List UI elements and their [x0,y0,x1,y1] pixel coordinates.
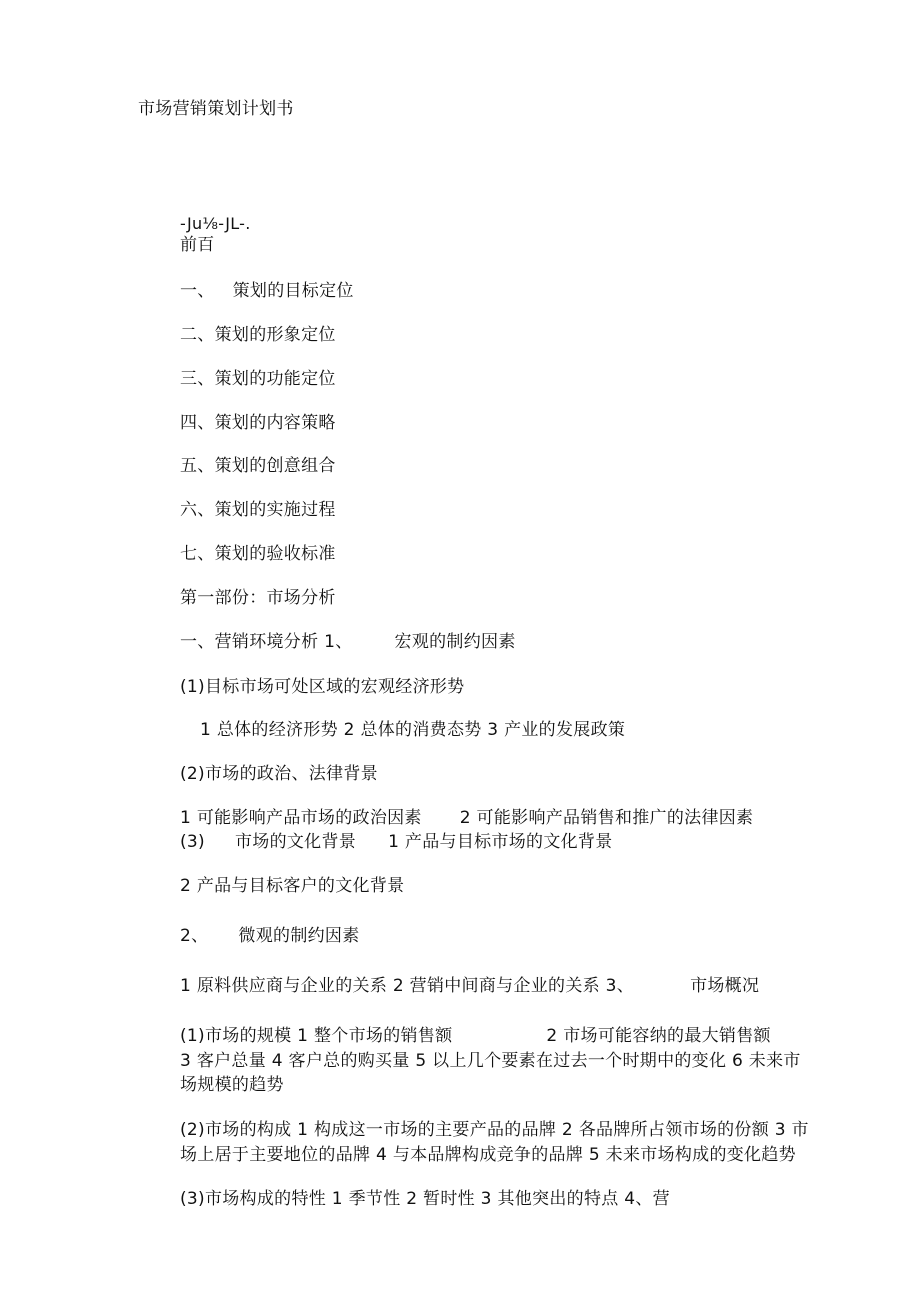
section2-title: 微观的制约因素 [238,926,360,946]
toc-item-number: 三、 [180,369,215,389]
toc-item-number: 六、 [180,500,215,520]
law-factor: 2 可能影响产品销售和推广的法律因素 [459,808,754,828]
macro-economy-heading: (1)目标市场可处区域的宏观经济形势 [180,677,465,697]
part1-heading: 第一部份：市场分析 [180,588,336,608]
toc-item-number: 四、 [180,413,215,433]
culture-heading: 市场的文化背景 [234,832,357,852]
macro-economy-items: 1 总体的经济形势 2 总体的消费态势 3 产业的发展政策 [200,720,626,740]
preface-heading: 前百 [180,235,215,255]
market-scale-line3: 场规模的趋势 [180,1075,284,1095]
market-scale-line1 [180,1026,771,1046]
toc-item-1 [180,281,354,301]
toc-item-number: 五、 [180,456,215,476]
toc-item-7 [180,544,336,564]
market-traits-line: (3)市场构成的特性 1 季节性 2 暂时性 3 其他突出的特点 4、营 [180,1189,670,1209]
toc-item-label: 策划的目标定位 [232,281,354,301]
section2-heading [180,926,360,946]
section1-heading [180,632,516,652]
market-scale-a: (1)市场的规模 1 整个市场的销售额 [180,1026,453,1046]
toc-item-label: 策划的实施过程 [214,500,336,520]
toc-item-3 [180,369,336,389]
market-structure-line1: (2)市场的构成 1 构成这一市场的主要产品的品牌 2 各品牌所占领市场的份额 3 市 [180,1120,809,1140]
toc-item-6 [180,500,336,520]
section1-number: 一、营销环境分析 1、 [180,632,353,652]
culture-item-2: 2 产品与目标客户的文化背景 [180,876,405,896]
culture-item-1: 1 产品与目标市场的文化背景 [388,832,613,852]
toc-item-label: 策划的创意组合 [214,456,336,476]
culture-line [180,832,613,852]
toc-item-label: 策划的形象定位 [214,325,336,345]
toc-item-label: 策划的验收标准 [214,544,336,564]
micro-items-list: 1 原料供应商与企业的关系 2 营销中间商与企业的关系 3、 [180,976,635,996]
toc-item-number: 七、 [180,544,215,564]
toc-item-4 [180,413,336,433]
toc-item-5 [180,456,336,476]
market-structure-line2: 场上居于主要地位的品牌 4 与本品牌构成竞争的品牌 5 未来市场构成的变化趋势 [180,1145,796,1165]
politics-law-items [180,808,753,828]
section1-title: 宏观的制约因素 [394,632,516,652]
market-scale-b: 2 市场可能容纳的最大销售额 [546,1026,771,1046]
culture-number: (3) [180,832,205,852]
toc-item-label: 策划的功能定位 [214,369,336,389]
garbled-text: -Ju⅛-JL-. [180,214,251,233]
document-title: 市场营销策划计划书 [138,99,294,119]
toc-item-number: 一、 [180,281,215,301]
section2-number: 2、 [180,926,209,946]
micro-items [180,976,759,996]
market-scale-line2: 3 客户总量 4 客户总的购买量 5 以上几个要素在过去一个时期中的变化 6 未来市 [180,1051,801,1071]
toc-item-number: 二、 [180,325,215,345]
toc-item-label: 策划的内容策略 [214,413,336,433]
politics-factor: 1 可能影响产品市场的政治因素 [180,808,422,828]
politics-law-heading: (2)市场的政治、法律背景 [180,764,378,784]
market-overview-heading: 市场概况 [690,976,760,996]
toc-item-2 [180,325,336,345]
